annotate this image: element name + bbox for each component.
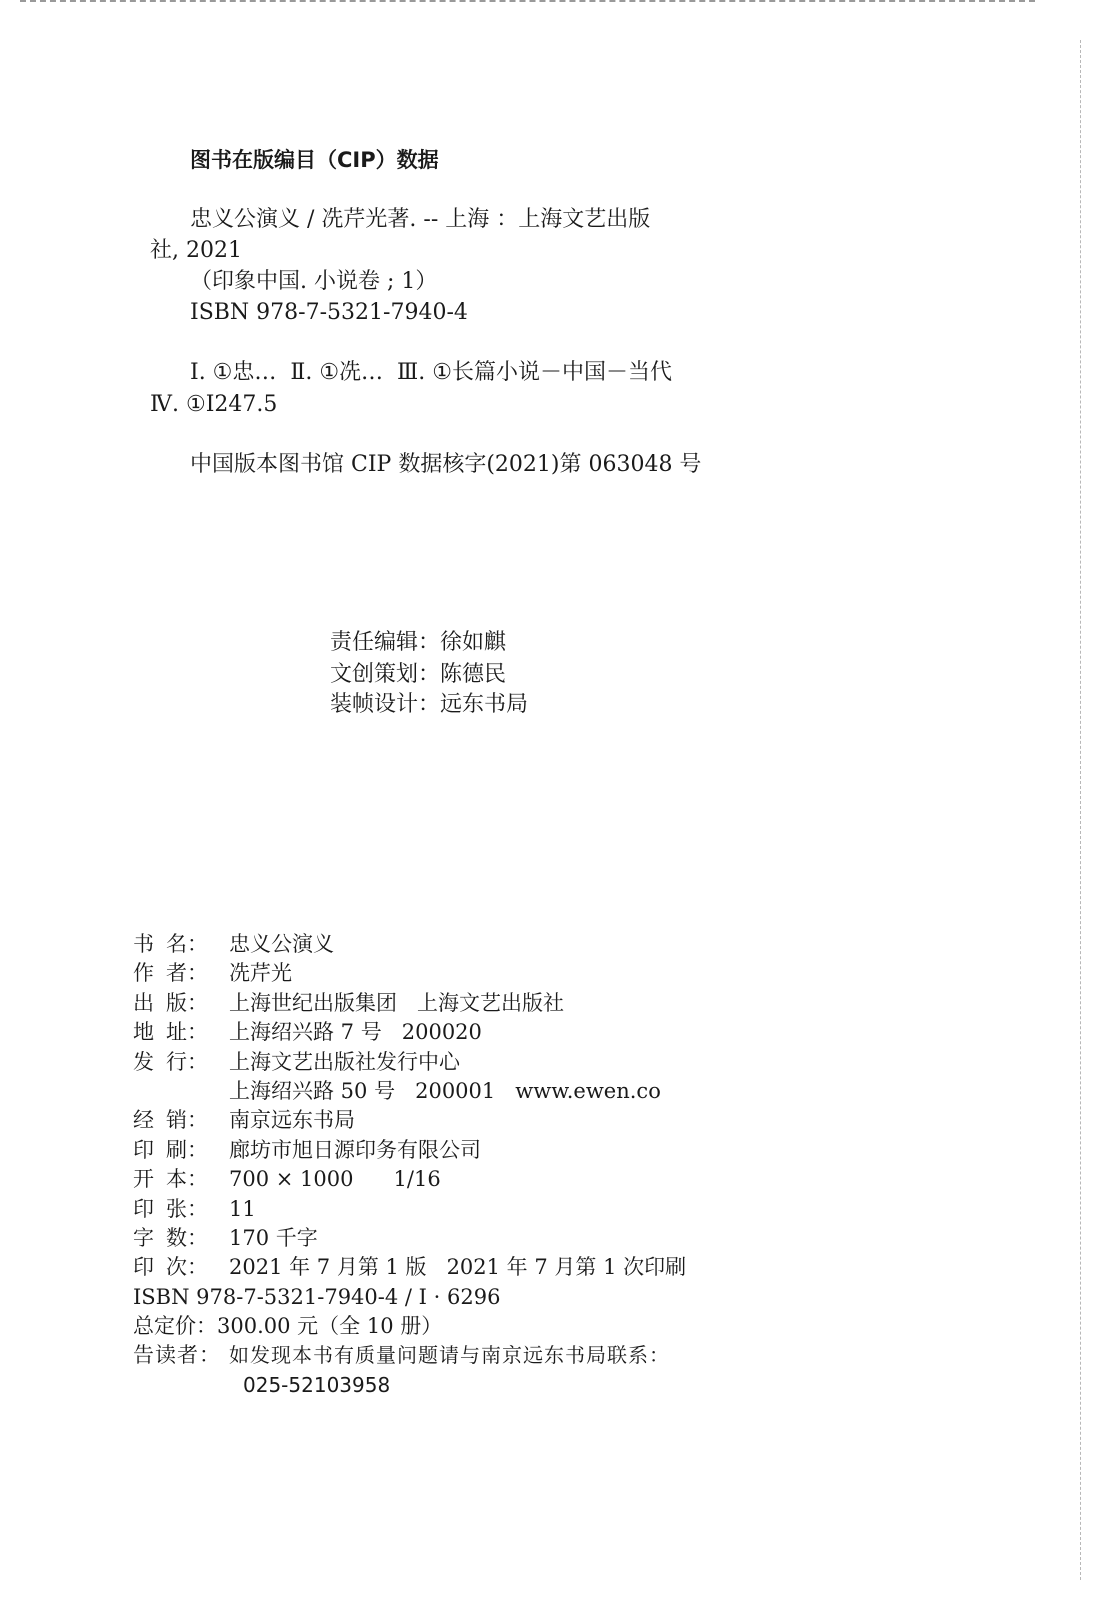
colophon-row-edition: 印 次： 2021 年 7 月第 1 版 2021 年 7 月第 1 次印刷 [133,1253,686,1282]
edition-value: 2021 年 7 月第 1 版 2021 年 7 月第 1 次印刷 [229,1255,687,1280]
distributor-address-value: 上海绍兴路 50 号 200001 www.ewen.co [229,1078,661,1103]
scan-edge-right [1080,40,1081,1580]
author-value: 冼芹光 [229,961,292,986]
isbn-full-value: ISBN 978-7-5321-7940-4 / I · 6296 [133,1284,501,1309]
cip-line-4: ISBN 978-7-5321-7940-4 [190,300,468,325]
colophon-row-price [133,1312,686,1341]
cip-line-6: Ⅳ. ①I247.5 [150,392,278,417]
colophon-row-format: 开 本： 700 × 1000 1/16 [133,1165,686,1194]
scan-edge-top [20,0,1035,6]
colophon-row-publisher: 出 版： 上海世纪出版集团 上海文艺出版社 [133,989,686,1018]
book-title-value: 忠义公演义 [229,932,334,956]
cip-line-1: 忠义公演义 / 冼芹光著. -- 上海 ：上海文艺出版 [190,207,651,232]
staff-planner: 文创策划：陈德民 [330,662,507,687]
cip-line-2: 社, 2021 [150,238,242,263]
colophon-row-address: 地 址： 上海绍兴路 7 号 200020 [133,1018,686,1047]
cip-title: 图书在版编目（CIP）数据 [190,148,439,172]
colophon-row-reader-notice [133,1341,686,1370]
colophon-row-author: 作 者： 冼芹光 [133,959,686,988]
colophon-row-printer: 印 刷： 廊坊市旭日源印务有限公司 [133,1136,686,1165]
publisher-value: 上海世纪出版集团 上海文艺出版社 [229,990,565,1015]
colophon-row-words: 字 数： 170 千字 [133,1224,686,1253]
staff-editor: 责任编辑：徐如麒 [330,630,507,655]
cip-line-5: Ⅰ. ①忠… Ⅱ. ①冼… Ⅲ. ①长篇小说－中国－当代 [190,360,672,385]
colophon-row-book: 书 名： 忠义公演义 [133,930,686,959]
staff-designer: 装帧设计：远东书局 [330,692,529,717]
price-value: 总定价：300.00 元（全 10 册） [133,1314,443,1339]
distributor-value: 上海文艺出版社发行中心 [229,1049,460,1074]
format-value: 700 × 1000 1/16 [229,1167,441,1192]
phone-value: 025-52103958 [243,1372,391,1397]
seller-value: 南京远东书局 [229,1108,355,1133]
colophon [133,930,686,1400]
words-value: 170 千字 [229,1225,318,1250]
colophon-row-distributor-address [133,1077,686,1106]
sheets-value: 11 [229,1196,256,1221]
colophon-row-sheets: 印 张： 11 [133,1195,686,1224]
address-value: 上海绍兴路 7 号 200020 [229,1020,482,1045]
colophon-row-seller: 经 销： 南京远东书局 [133,1106,686,1135]
colophon-row-isbn [133,1283,686,1312]
colophon-row-phone [133,1371,686,1400]
printer-value: 廊坊市旭日源印务有限公司 [229,1137,481,1162]
reader-label: 告读者： [133,1343,221,1368]
reader-notice-value: 如发现本书有质量问题请与南京远东书局联系： [229,1343,670,1368]
cip-line-3: （印象中国. 小说卷 ; 1） [190,269,438,294]
cip-line-7: 中国版本图书馆 CIP 数据核字(2021)第 063048 号 [190,452,702,477]
colophon-row-distributor: 发 行： 上海文艺出版社发行中心 [133,1048,686,1077]
